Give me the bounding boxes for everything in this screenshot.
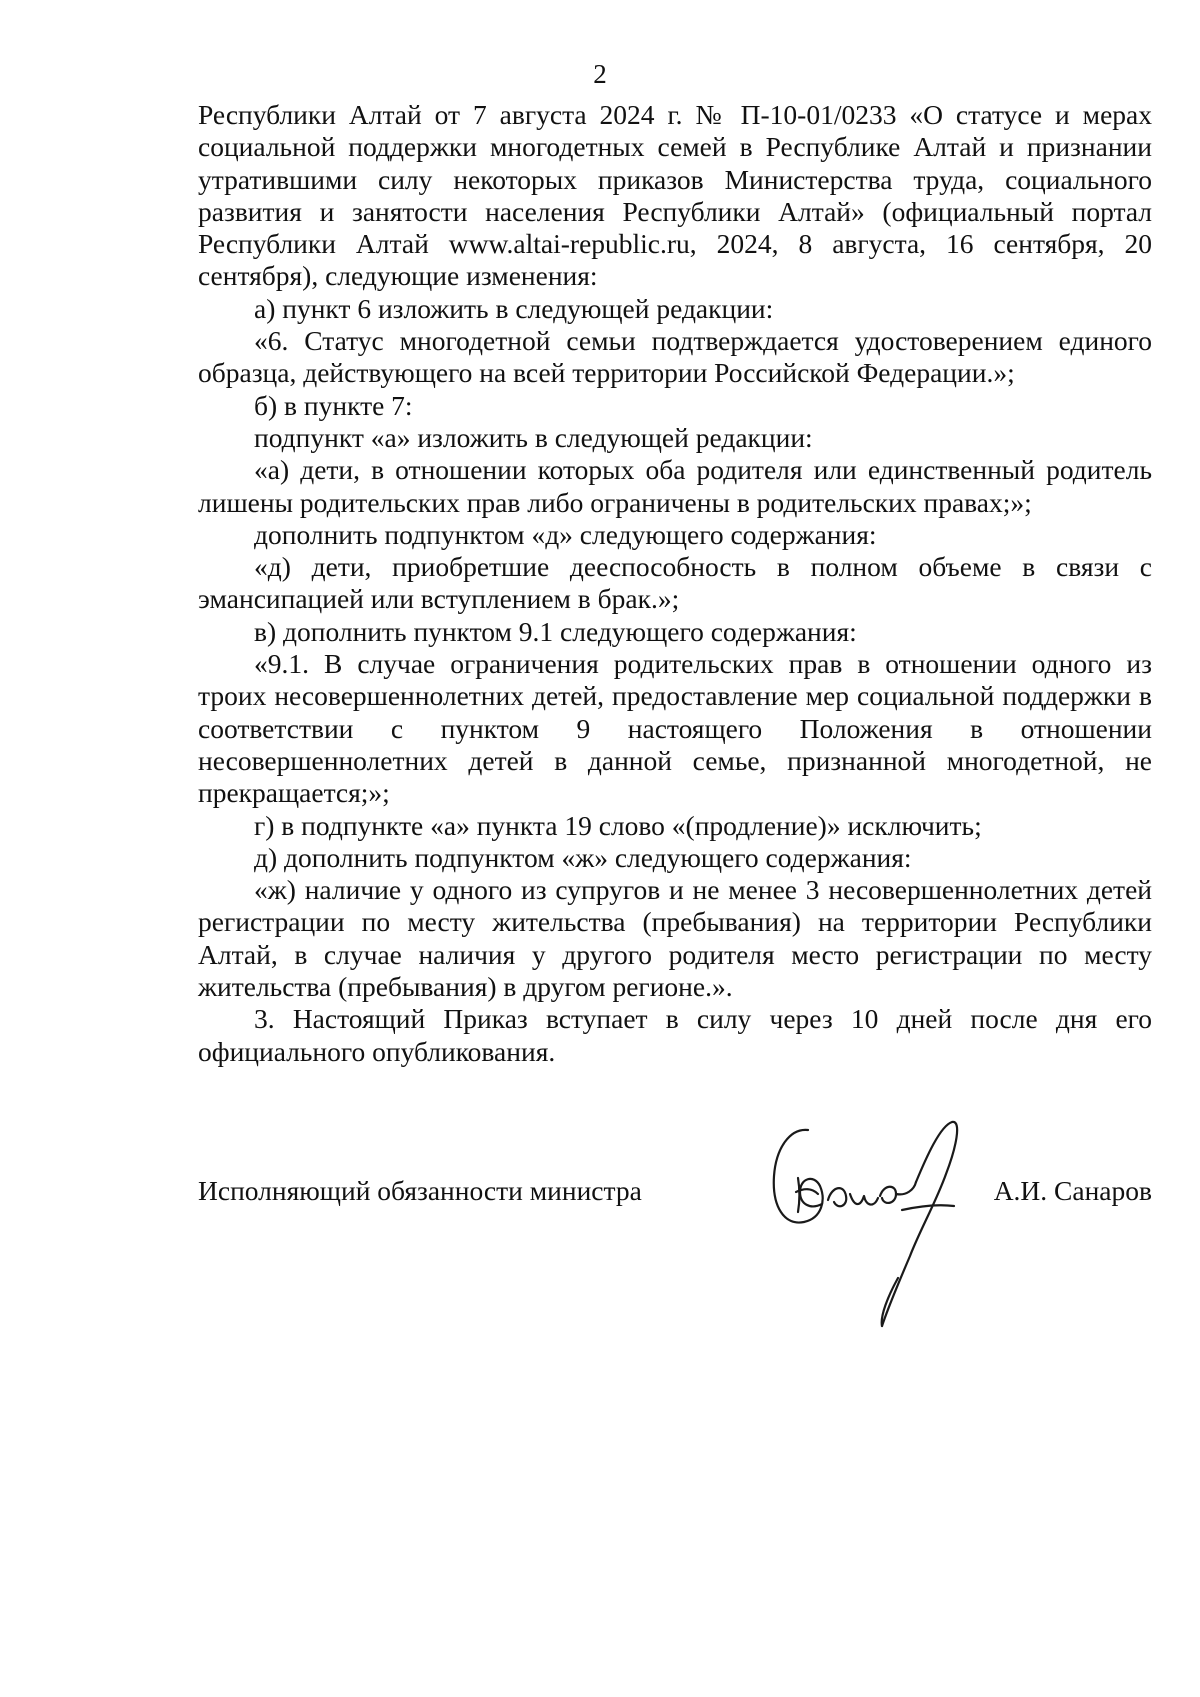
paragraph: а) пункт 6 изложить в следующей редакции: (254, 292, 774, 324)
paragraph: «ж) наличие у одного из супругов и не менее 3 несовершеннолетних детей регистрации по месту жительства (пребывания) на территории Республики Алтай, в случае наличия у другого родителя место регистрации по месту жительства (пребывания) в другом регионе.». (198, 874, 1152, 1003)
paragraph: 3. Настоящий Приказ вступает в силу через 10 дней после дня его официального опубликования. (198, 1003, 1152, 1067)
paragraph: «а) дети, в отношении которых оба родителя или единственный родитель лишены родительских прав либо ограничены в родительских правах;»; (198, 454, 1152, 518)
signatory-name: А.И. Санаров (993, 1175, 1152, 1206)
paragraph: дополнить подпунктом «д» следующего содержания: (254, 518, 877, 550)
paragraph: «6. Статус многодетной семьи подтверждается удостоверением единого образца, действующего на всей территории Российской Федерации.»; (198, 325, 1152, 389)
page-number: 2 (593, 59, 607, 89)
paragraph: Республики Алтай от 7 августа 2024 г. № П-10-01/0233 «О статусе и мерах социальной поддержки многодетных семей в Республике Алтай и признании утратившими силу некоторых приказов Министерства труда, социального развития и занятости населения Республики Алтай» (официальный портал Республики Алтай www.altai-republic.ru, 2024, 8 августа, 16 сентября, 20 сентября), следующие изменения: (198, 99, 1152, 292)
signature-block (198, 1175, 1152, 1215)
paragraph: в) дополнить пунктом 9.1 следующего содержания: (254, 615, 857, 647)
signatory-position: Исполняющий обязанности министра (198, 1175, 642, 1206)
paragraph: подпункт «а» изложить в следующей редакции: (254, 421, 813, 453)
paragraph: б) в пункте 7: (254, 389, 413, 421)
handwritten-signature (770, 1118, 980, 1333)
paragraph: д) дополнить подпунктом «ж» следующего содержания: (254, 841, 912, 873)
paragraph: «д) дети, приобретшие дееспособность в полном объеме в связи с эмансипацией или вступлением в брак.»; (198, 551, 1152, 615)
paragraph: г) в подпункте «а» пункта 19 слово «(продление)» исключить; (254, 809, 982, 841)
document-body (198, 99, 1152, 1068)
paragraph: «9.1. В случае ограничения родительских прав в отношении одного из троих несовершеннолетних детей, предоставление мер социальной поддержки в соответствии с пунктом 9 настоящего Положения в отношении несовершеннолетних детей в данной семье, признанной многодетной, не прекращается;»; (198, 648, 1152, 809)
